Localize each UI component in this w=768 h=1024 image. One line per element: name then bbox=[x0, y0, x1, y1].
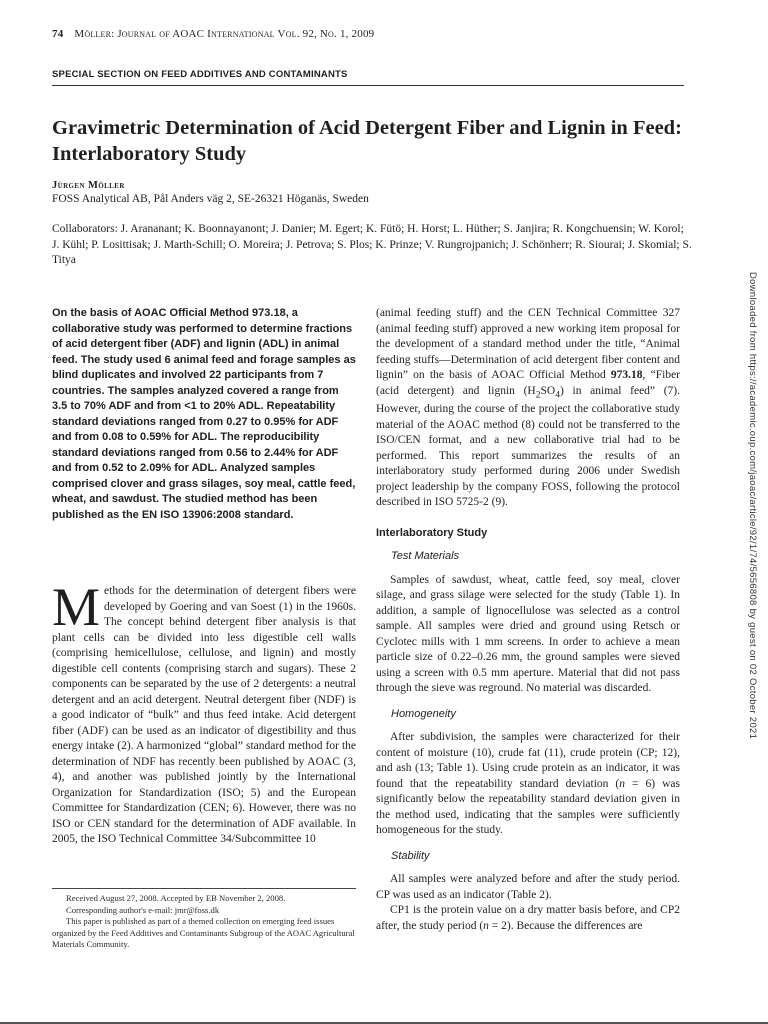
page-number: 74 bbox=[52, 28, 64, 40]
subheading-stability: Stability bbox=[391, 849, 430, 862]
drop-cap: M bbox=[52, 577, 101, 637]
abstract: On the basis of AOAC Official Method 973.18, a collaborative study was performed to determine fractions of acid detergent fiber (ADF) and lignin (ADL) in animal feed. The study used 6 animal feed and forage samples as blind duplicates and involved 22 participants from 7 countries. The samples analyzed covered a range from 3.5 to 70% ADF and from <1 to 20% ADL. Repeatability standard deviations ranged from 0.27 to 0.95% for ADF and from 0.08 to 0.59% for ADL. The reproducibility standard deviations ranged from 0.56 to 2.44% for ADF and from 0.52 to 2.09% for ADL. Analyzed samples comprised clover and grass silages, soy meal, cattle feed, wheat, and sawdust. The studied method has been published as the EN ISO 13906:2008 standard. bbox=[52, 307, 356, 521]
journal-citation: Möller: Journal of AOAC International Vol. 92, No. 1, 2009 bbox=[74, 28, 375, 40]
footnote-email: Corresponding author's e-mail: jmr@foss.dk bbox=[66, 904, 220, 915]
author-affiliation: FOSS Analytical AB, Pål Anders väg 2, SE-26321 Höganäs, Sweden bbox=[52, 193, 369, 205]
continuation-paragraph: (animal feeding stuff) and the CEN Technical Committee 327 (animal feeding stuff) approved a new working item proposal for the development of a standard method under the title, “Animal feeding stuffs—Determination of acid detergent fiber content and lignin” on the basis of AOAC Official Method 973.18, “Fiber (acid detergent) and lignin $(H_2SO_4)$ in animal feed” (7). However, during the course of the project the collaborative study material of the AOAC method (8) could not be transferred to the ISO/CEN format, and a new collaborative trial had to be performed. This report summarizes the results of an interlaboratory study performed during 2006 under Swedish project leadership by the company FOSS, following the protocol described in ISO 5725-2 (9). bbox=[376, 307, 681, 509]
method-number: 973.18 bbox=[610, 369, 643, 381]
stability-paragraph-2: CP1 is the protein value on a dry matter basis before, and CP2 after, the study period (n = 2). Because the differences are bbox=[376, 904, 680, 932]
header-rule bbox=[52, 85, 684, 86]
download-watermark: Downloaded from https://academic.oup.com/jaoac/article/92/1/74/5656808 by guest on 02 October 2021 bbox=[747, 272, 758, 740]
homogeneity-paragraph: After subdivision, the samples were characterized for their content of moisture (10), crude fat (11), crude protein (CP; 12), and ash (13; Table 1). Using crude protein as an indicator, it was found that the repeatability standard deviation (n = 6) was significantly below the repeatability standard deviation given in the method used, indicating that the samples were sufficiently homogeneous for the study. bbox=[376, 731, 680, 837]
running-head bbox=[52, 28, 374, 40]
article-title: Gravimetric Determination of Acid Detergent Fiber and Lignin in Feed: Interlaboratory Study bbox=[52, 117, 682, 165]
stability-paragraph-1: All samples were analyzed before and after the study period. CP was used as an indicator (Table 2). bbox=[376, 873, 680, 901]
intro-paragraph bbox=[52, 577, 356, 848]
author-name: Jürgen Möller bbox=[52, 180, 125, 191]
section-heading-interlab: Interlaboratory Study bbox=[376, 526, 488, 539]
footnote-note: This paper is published as part of a themed collection on emerging feed issues organized by the Feed Additives and Contaminants Subgroup of the AOAC Agricultural Materials Community. bbox=[52, 916, 355, 949]
footnote bbox=[52, 893, 356, 951]
right-column bbox=[376, 306, 680, 934]
subheading-test-materials: Test Materials bbox=[391, 550, 460, 563]
test-materials-paragraph: Samples of sawdust, wheat, cattle feed, soy meal, clover silage, and grass silage were selected for the study (Table 1). In addition, a sample of lignocellulose was selected as a control sample. All samples were dried and ground using Retsch or Cyclotec mills with 1 mm screens. In order to achieve a mean particle size of 0.22–0.26 mm, the ground samples were sieved using a screen with 0.5 mm aperture. Material that did not pass through the sieve was reground. No material was discarded. bbox=[376, 573, 680, 695]
intro-text: ethods for the determination of detergent fibers were developed by Goering and van Soest (1) in the 1960s. The concept behind detergent fiber analysis is that plant cells can be divided into less digestible cell walls (comprising hemicellulose, cellulose, and lignin) and mostly digestible cell contents (comprising starch and sugars). These 2 components can be separated by the use of 2 detergents: a neutral detergent and an acid detergent. Neutral detergent fiber (NDF) is a good indicator of “bulk” and thus feed intake. Acid detergent fiber (ADF) can be used as an indicator of digestibility and thus energy intake (2). A harmonized “global” standard method for the determination of NDF has recently been published by AOAC (3, 4), and another was published jointly by the International Organization for Standardization (ISO; 5) and the European Committee for Standardization (CEN; 6). However, there was no ISO or CEN standard for the determination of ADF available. In 2005, the ISO Technical Committee 34/Subcommittee 10 bbox=[52, 585, 356, 845]
section-label: SPECIAL SECTION ON FEED ADDITIVES AND CONTAMINANTS bbox=[52, 69, 348, 80]
collaborators-list: Collaborators: J. Arananant; K. Boonnayanont; J. Danier; M. Egert; K. Fütö; H. Horst; L. Hüther; S. Janjira; R. Kongchuensin; W. Korol; J. Kühl; P. Losittisak; J. Marth-Schill; O. Moreira; J. Petrova; S. Plos; K. Prinze; V. Rungrojpanich; J. Schönherr; R. Siourai; J. Skomial; S. Titya bbox=[52, 223, 692, 266]
footnote-rule bbox=[52, 888, 356, 889]
footnote-received: Received August 27, 2008. Accepted by EB November 2, 2008. bbox=[66, 893, 286, 903]
subheading-homogeneity: Homogeneity bbox=[391, 707, 456, 720]
